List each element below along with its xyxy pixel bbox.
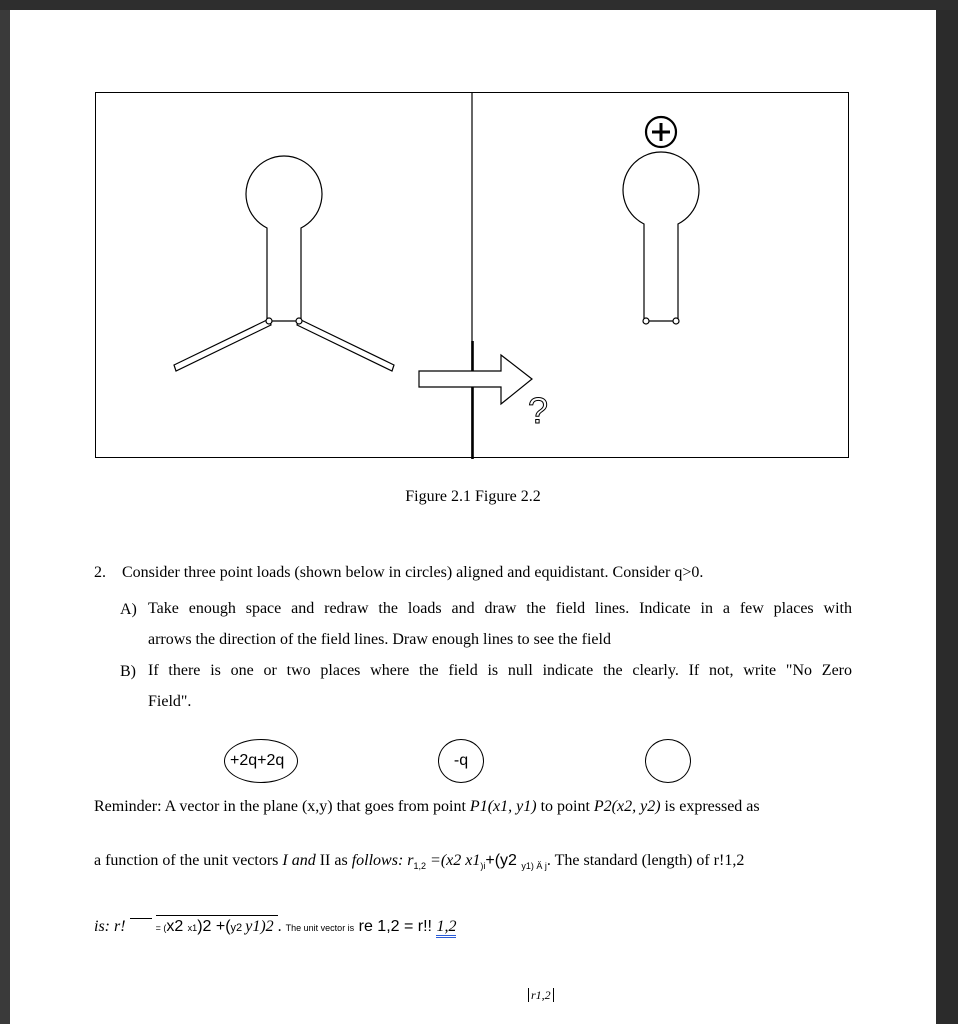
magnitude-formula-line xyxy=(94,918,456,936)
magnitude-y1: y1)2 xyxy=(245,918,274,935)
point-p2: P2(x2, y2) xyxy=(593,798,661,815)
question-text: Consider three point loads (shown below in circles) aligned and equidistant. Consider q>0. xyxy=(122,564,704,581)
reminder-text-a: Reminder: A vector in the plane (x,y) that goes from point xyxy=(94,798,470,815)
magnitude-prefix: is: r! xyxy=(94,918,126,935)
magnitude-x1: x1 xyxy=(187,923,198,933)
part-b-line-2: Field". xyxy=(148,693,192,710)
formula-i-and: I and xyxy=(282,852,316,869)
part-b-label: B) xyxy=(120,663,136,680)
magnitude-x2: x2 xyxy=(166,918,188,935)
part-a-label: A) xyxy=(120,601,137,618)
formula-sub-12: 1,2 xyxy=(413,861,427,872)
reminder-text-c: is expressed as xyxy=(660,798,760,815)
unit-vector-expr: re 1,2 = r!! xyxy=(354,918,437,935)
formula-sub-aj: ) Ä j xyxy=(530,861,547,872)
transition-arrow xyxy=(419,355,532,404)
part-a-line-1: Take enough space and redraw the loads and draw the field lines. Indicate in a few places with xyxy=(148,600,852,617)
formula-expr-2: +(y2 xyxy=(485,852,522,869)
magnitude-eq: = ( xyxy=(155,923,167,933)
charge-minus-q: -q xyxy=(438,739,484,783)
question-mark: ? xyxy=(528,390,549,431)
magnitude-close: )2 +( xyxy=(197,918,231,935)
charge-plus-2q: +2q+2q xyxy=(224,739,298,783)
viewer-top-bar xyxy=(0,0,958,10)
sqrt-radicand xyxy=(156,915,278,935)
norm-value: r1,2 xyxy=(528,988,554,1002)
document-page xyxy=(10,10,936,1024)
formula-text-a: a function of the unit vectors xyxy=(94,852,283,869)
vector-formula-line xyxy=(94,852,744,871)
formula-sub-y1: y1 xyxy=(521,861,531,872)
figure-panel xyxy=(95,92,849,458)
charge-empty xyxy=(645,739,691,783)
magnitude-dot: . xyxy=(277,918,286,935)
reminder-line xyxy=(94,798,760,816)
sqrt-icon xyxy=(130,918,152,919)
norm-denominator xyxy=(528,988,554,1003)
scrollbar-track[interactable] xyxy=(936,10,958,1024)
part-a-line-2: arrows the direction of the field lines. Draw enough lines to see the field xyxy=(148,631,611,648)
formula-sub-i: )i xyxy=(480,861,486,872)
figure-drawing xyxy=(96,93,850,459)
formula-expr: =(x2 x1 xyxy=(426,852,481,869)
figure-2-2-molecule xyxy=(623,117,699,324)
reminder-text-b: to point xyxy=(536,798,594,815)
point-p1: P1(x1, y1) xyxy=(469,798,537,815)
part-b-line-1: If there is one or two places where the field is null indicate the clearly. If not, write "No Zero xyxy=(148,662,852,679)
figure-caption: Figure 2.1 Figure 2.2 xyxy=(405,488,541,505)
figure-2-1-molecule xyxy=(174,156,394,371)
magnitude-y2: y2 xyxy=(230,922,246,934)
part-b-text xyxy=(148,655,852,717)
part-a-text xyxy=(148,593,852,655)
unit-vector-label: The unit vector is xyxy=(285,923,355,933)
question-number: 2. xyxy=(94,564,106,581)
formula-text-b: II as xyxy=(315,852,352,869)
formula-follows: follows: r xyxy=(351,852,414,869)
unit-vector-fraction[interactable]: 1,2 xyxy=(436,918,456,938)
formula-text-c: . The standard (length) of r!1,2 xyxy=(546,852,745,869)
